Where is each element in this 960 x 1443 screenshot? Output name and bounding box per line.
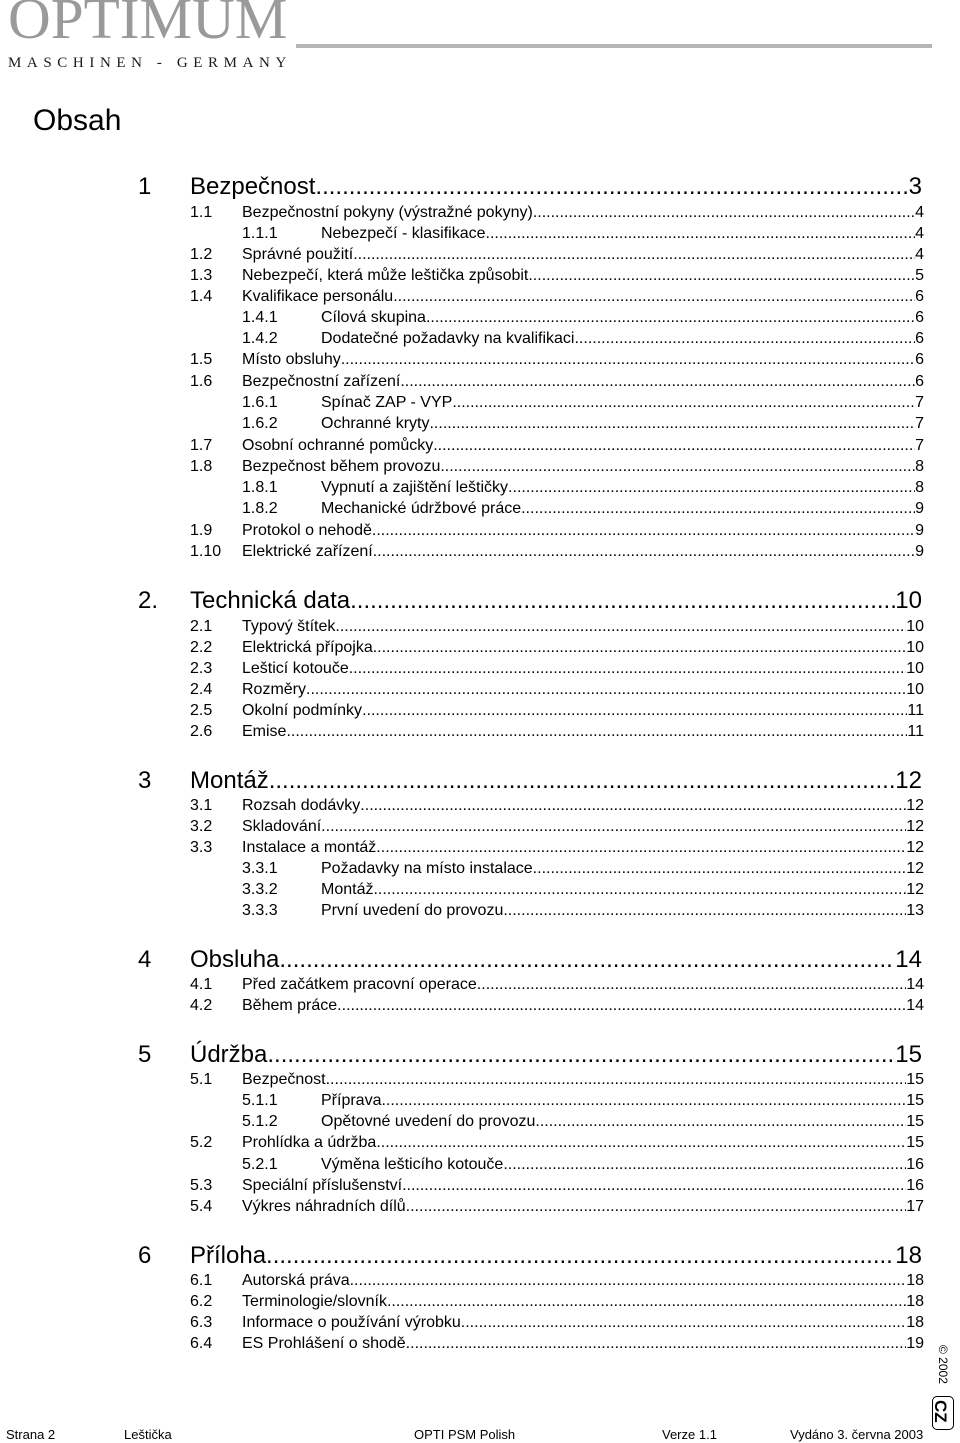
toc-number: 1.5 [190,351,213,368]
toc-title: Okolní podmínky [242,702,363,719]
toc-page-number: 10 [906,681,924,698]
toc-entry[interactable] [138,587,922,615]
toc-title: Skladování [242,818,322,835]
toc-dot-leader [372,520,915,541]
toc-title: Lešticí kotouče [242,660,349,677]
toc-dot-leader [321,816,906,837]
toc-entry[interactable] [190,541,924,562]
toc-dot-leader [341,349,915,370]
toc-number: 2.4 [190,681,213,698]
toc-number: 5.4 [190,1198,213,1215]
toc-page-number: 12 [895,767,922,794]
toc-page-number: 11 [907,723,924,740]
toc-title: Nebezpečí - klasifikace [321,225,486,242]
toc-title: Bezpečnost [190,173,316,200]
toc-number: 6.2 [190,1293,213,1310]
toc-number: 4.2 [190,997,213,1014]
toc-page-number: 10 [895,587,922,614]
brand-tagline: MASCHINEN - GERMANY [8,55,292,71]
toc-page-number: 7 [915,437,924,454]
toc-entry[interactable] [242,1090,924,1111]
toc-title: První uvedení do provozu [321,902,504,919]
toc-number: 1.4 [190,288,213,305]
toc-entry[interactable] [190,816,924,837]
toc-title: Osobní ochranné pomůcky [242,437,434,454]
toc-title: Informace o používání výrobku [242,1314,461,1331]
toc-dot-leader [406,1333,907,1354]
toc-entry[interactable] [138,173,922,201]
page-header [6,0,926,80]
toc-entry[interactable] [190,349,924,370]
toc-dot-leader [306,679,906,700]
toc-dot-leader [452,392,915,413]
toc-title: ES Prohlášení o shodě [242,1335,406,1352]
toc-page-number: 5 [915,267,924,284]
toc-title: Bezpečnost během provozu [242,458,441,475]
toc-number: 1 [138,173,152,200]
toc-page-number: 12 [906,839,924,856]
toc-entry[interactable] [190,286,924,307]
toc-entry[interactable] [190,520,924,541]
toc-number: 1.8 [190,458,213,475]
toc-number: 1.6.2 [242,415,278,432]
toc-number: 5 [138,1041,152,1068]
toc-page-number: 7 [915,415,924,432]
toc-entry[interactable] [190,679,924,700]
toc-title: Montáž [190,767,269,794]
toc-number: 1.2 [190,246,213,263]
toc-dot-leader [402,1175,906,1196]
toc-page-number: 7 [915,394,924,411]
toc-title: Rozsah dodávky [242,797,361,814]
toc-number: 1.6 [190,373,213,390]
toc-page-number: 14 [895,946,922,973]
toc-page-number: 6 [915,309,924,326]
toc-dot-leader [486,223,916,244]
toc-entry[interactable] [190,995,924,1016]
toc-dot-leader [362,700,907,721]
toc-dot-leader [376,1132,906,1153]
toc-page-number: 6 [915,288,924,305]
footer-version: Verze 1.1 [662,1427,717,1442]
toc-title: Bezpečnostní pokyny (výstražné pokyny) [242,204,533,221]
toc-entry[interactable] [138,946,922,974]
toc-number: 1.4.2 [242,330,278,347]
toc-number: 4.1 [190,976,213,993]
toc-page-number: 14 [906,976,924,993]
toc-entry[interactable] [242,477,924,498]
language-badge [932,1396,954,1430]
footer-page-number: Strana 2 [6,1427,56,1442]
toc-dot-leader [440,456,915,477]
toc-dot-leader [387,1291,906,1312]
toc-dot-leader [528,265,915,286]
toc-dot-leader [353,244,915,265]
toc-entry[interactable] [190,1312,924,1333]
toc-page-number: 12 [906,797,924,814]
toc-title: Autorská práva [242,1272,350,1289]
toc-dot-leader [266,1242,895,1270]
toc-title: Elektrická přípojka [242,639,373,656]
toc-entry[interactable] [190,202,924,223]
toc-page-number: 12 [906,860,924,877]
toc-dot-leader [373,637,906,658]
toc-dot-leader [350,1270,907,1291]
toc-number: 1.6.1 [242,394,278,411]
toc-page-number: 6 [915,330,924,347]
toc-page-number: 16 [906,1156,924,1173]
toc-number: 1.4.1 [242,309,278,326]
footer-issue-date: Vydáno 3. června 2003 [790,1427,924,1442]
toc-entry[interactable] [190,1333,924,1354]
toc-page-number: 15 [906,1134,924,1151]
toc-dot-leader [286,721,907,742]
toc-number: 1.3 [190,267,213,284]
toc-page-number: 11 [907,702,924,719]
toc-entry[interactable] [242,879,924,900]
toc-title: Výměna lešticího kotouče [321,1156,504,1173]
toc-dot-leader [381,1090,906,1111]
toc-dot-leader [574,328,915,349]
toc-dot-leader [503,1154,906,1175]
toc-number: 3.1 [190,797,213,814]
toc-title: Výkres náhradních dílů [242,1198,406,1215]
toc-number: 2.5 [190,702,213,719]
toc-dot-leader [360,795,906,816]
toc-title: Cílová skupina [321,309,426,326]
toc-number: 6.3 [190,1314,213,1331]
toc-entry[interactable] [190,1175,924,1196]
toc-title: Před začátkem pracovní operace [242,976,477,993]
toc-number: 1.7 [190,437,213,454]
toc-page-number: 15 [906,1071,924,1088]
toc-number: 1.1.1 [242,225,278,242]
toc-entry[interactable] [190,616,924,637]
toc-title: Mechanické údržbové práce [321,500,522,517]
toc-page-number: 15 [906,1113,924,1130]
toc-entry[interactable] [190,658,924,679]
toc-number: 5.1.2 [242,1113,278,1130]
toc-title: Bezpečnost [242,1071,326,1088]
toc-title: Příloha [190,1242,267,1269]
toc-number: 1.8.2 [242,500,278,517]
toc-page-number: 8 [915,479,924,496]
toc-page-number: 13 [906,902,924,919]
toc-entry[interactable] [190,456,924,477]
toc-number: 6 [138,1242,152,1269]
toc-title: Terminologie/slovník [242,1293,387,1310]
toc-entry[interactable] [138,767,922,795]
toc-number: 1.1 [190,204,213,221]
toc-entry[interactable] [242,392,924,413]
toc-dot-leader [373,541,915,562]
toc-entry[interactable] [138,1041,922,1069]
toc-dot-leader [477,974,906,995]
toc-entry[interactable] [190,1196,924,1217]
toc-page-number: 6 [915,373,924,390]
toc-entry[interactable] [190,1132,924,1153]
toc-dot-leader [433,435,915,456]
toc-dot-leader [400,371,915,392]
toc-title: Prohlídka a údržba [242,1134,377,1151]
toc-title: Instalace a montáž [242,839,377,856]
toc-number: 3.2 [190,818,213,835]
toc-entry[interactable] [242,328,924,349]
toc-title: Kvalifikace personálu [242,288,394,305]
toc-entry[interactable] [242,413,924,434]
toc-number: 1.8.1 [242,479,278,496]
toc-page-number: 18 [906,1272,924,1289]
toc-number: 3.3 [190,839,213,856]
toc-page-number: 15 [895,1041,922,1068]
toc-page-number: 18 [895,1242,922,1269]
copyright-text: © 2002 [936,1345,950,1384]
toc-entry[interactable] [242,1111,924,1132]
toc-number: 5.2.1 [242,1156,278,1173]
toc-entry[interactable] [138,1242,922,1270]
toc-number: 2. [138,587,159,614]
toc-entry[interactable] [190,837,924,858]
toc-entry[interactable] [190,637,924,658]
toc-dot-leader [393,286,915,307]
toc-entry[interactable] [242,1154,924,1175]
toc-entry[interactable] [190,1069,924,1090]
toc-page-number: 18 [906,1293,924,1310]
toc-number: 5.1.1 [242,1092,278,1109]
copyright-note [934,1345,954,1385]
toc-dot-leader [337,995,906,1016]
toc-title: Obsluha [190,946,280,973]
footer-product: Leštička [124,1427,172,1442]
toc-dot-leader [461,1312,906,1333]
toc-dot-leader [269,767,896,795]
toc-number: 6.1 [190,1272,213,1289]
toc-number: 3.3.2 [242,881,278,898]
toc-page-number: 10 [906,660,924,677]
toc-entry[interactable] [190,1270,924,1291]
toc-title: Dodatečné požadavky na kvalifikaci [321,330,575,347]
toc-entry[interactable] [190,721,924,742]
toc-title: Spínač ZAP - VYP [321,394,453,411]
toc-entry[interactable] [190,371,924,392]
brand-logo: OPTIMUM [8,0,288,51]
toc-dot-leader [335,616,906,637]
toc-number: 2.3 [190,660,213,677]
toc-dot-leader [267,1041,895,1069]
toc-title: Ochranné kryty [321,415,430,432]
toc-entry[interactable] [242,223,924,244]
toc-page-number: 16 [906,1177,924,1194]
toc-number: 3 [138,767,152,794]
toc-entry[interactable] [190,700,924,721]
toc-page-number: 3 [908,173,922,200]
toc-entry[interactable] [190,1291,924,1312]
toc-title: Údržba [190,1041,268,1068]
toc-title: Nebezpečí, která může leštička způsobit [242,267,529,284]
toc-number: 1.9 [190,522,213,539]
toc-entry[interactable] [190,265,924,286]
toc-title: Správné použití [242,246,354,263]
toc-entry[interactable] [190,974,924,995]
toc-dot-leader [521,498,915,519]
toc-entry[interactable] [242,900,924,921]
toc-page-number: 14 [906,997,924,1014]
page-title: Obsah [33,104,122,137]
toc-page-number: 10 [906,618,924,635]
toc-title: Místo obsluhy [242,351,341,368]
page-footer [0,1426,960,1443]
toc-page-number: 9 [915,543,924,560]
toc-page-number: 15 [906,1092,924,1109]
toc-dot-leader [376,837,906,858]
toc-page-number: 10 [906,639,924,656]
toc-title: Opětovné uvedení do provozu [321,1113,536,1130]
toc-page-number: 6 [915,351,924,368]
footer-model: OPTI PSM Polish [414,1427,516,1442]
toc-page-number: 4 [915,204,924,221]
toc-dot-leader [508,477,915,498]
toc-title: Protokol o nehodě [242,522,372,539]
toc-dot-leader [406,1196,907,1217]
toc-dot-leader [315,173,908,201]
toc-dot-leader [279,946,895,974]
toc-entry[interactable] [242,858,924,879]
toc-title: Příprava [321,1092,382,1109]
toc-entry[interactable] [190,435,924,456]
toc-dot-leader [326,1069,907,1090]
toc-dot-leader [429,413,915,434]
toc-title: Emise [242,723,287,740]
toc-page-number: 9 [915,522,924,539]
toc-page-number: 9 [915,500,924,517]
toc-title: Montáž [321,881,374,898]
toc-dot-leader [350,587,895,615]
toc-dot-leader [535,1111,906,1132]
toc-dot-leader [426,307,915,328]
toc-page-number: 4 [915,246,924,263]
toc-number: 1.10 [190,543,222,560]
toc-title: Technická data [190,587,351,614]
toc-title: Během práce [242,997,338,1014]
toc-number: 2.1 [190,618,213,635]
toc-page-number: 18 [906,1314,924,1331]
toc-title: Požadavky na místo instalace [321,860,533,877]
toc-dot-leader [373,879,906,900]
language-code: CZ [931,1400,950,1423]
toc-entry[interactable] [190,795,924,816]
toc-number: 5.2 [190,1134,213,1151]
toc-title: Speciální příslušenství [242,1177,403,1194]
header-rule [296,44,932,48]
toc-number: 5.1 [190,1071,213,1088]
toc-number: 3.3.3 [242,902,278,919]
toc-page-number: 12 [906,818,924,835]
toc-entry[interactable] [242,498,924,519]
toc-page-number: 12 [906,881,924,898]
toc-number: 2.2 [190,639,213,656]
toc-title: Elektrické zařízení [242,543,373,560]
toc-number: 3.3.1 [242,860,278,877]
toc-title: Typový štítek [242,618,336,635]
toc-dot-leader [503,900,906,921]
toc-page-number: 4 [915,225,924,242]
toc-page-number: 19 [906,1335,924,1352]
toc-title: Bezpečnostní zařízení [242,373,401,390]
toc-number: 5.3 [190,1177,213,1194]
toc-number: 4 [138,946,152,973]
toc-number: 2.6 [190,723,213,740]
toc-title: Rozměry [242,681,307,698]
toc-page-number: 8 [915,458,924,475]
toc-entry[interactable] [190,244,924,265]
toc-dot-leader [349,658,906,679]
toc-dot-leader [533,858,907,879]
toc-title: Vypnutí a zajištění leštičky [321,479,509,496]
toc-page-number: 17 [906,1198,924,1215]
toc-number: 6.4 [190,1335,213,1352]
toc-dot-leader [533,202,915,223]
toc-entry[interactable] [242,307,924,328]
